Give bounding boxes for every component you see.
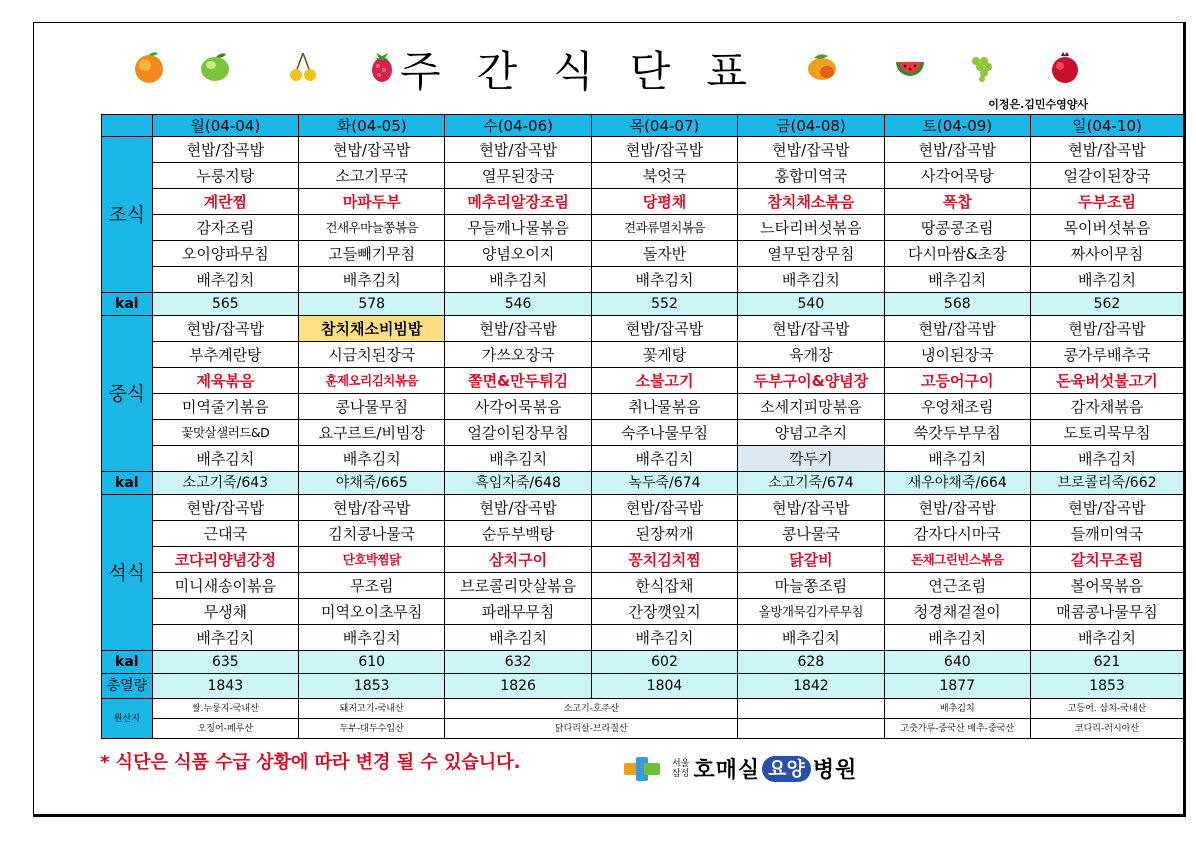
menu-item: 현밥/잡곡밥 (591, 316, 737, 342)
menu-item: 양념고추지 (738, 420, 884, 446)
menu-item: 배추김치 (884, 625, 1030, 651)
menu-item: 도토리묵무침 (1030, 420, 1183, 446)
menu-item: 감자채볶음 (1030, 394, 1183, 420)
menu-item: 배추김치 (299, 446, 445, 472)
menu-item: 코다리양념강정 (152, 547, 298, 573)
menu-item: 미니새송이볶음 (152, 573, 298, 599)
dinner-kal-row (102, 651, 1184, 674)
origin-row (102, 719, 1184, 739)
menu-item: 된장찌개 (591, 521, 737, 547)
kal-value: 야채죽/665 (299, 472, 445, 495)
menu-item: 소고기무국 (299, 163, 445, 189)
kal-label: kal (102, 293, 153, 316)
menu-item: 열무된장무침 (738, 241, 884, 267)
menu-item: 갈치무조림 (1030, 547, 1183, 573)
kal-value: 610 (299, 651, 445, 674)
page-title (400, 44, 783, 94)
menu-item: 사각어묵볶음 (445, 394, 591, 420)
origin-item (738, 719, 884, 739)
corner-cell (102, 115, 153, 137)
kal-value: 552 (591, 293, 737, 316)
menu-item: 오이양파무침 (152, 241, 298, 267)
menu-item: 현밥/잡곡밥 (445, 495, 591, 521)
menu-item: 배추김치 (152, 625, 298, 651)
menu-item: 깍두기 (738, 446, 884, 472)
menu-item: 우엉채조림 (884, 394, 1030, 420)
menu-item: 부추계란탕 (152, 342, 298, 368)
lunch-row (102, 394, 1184, 420)
menu-item: 현밥/잡곡밥 (445, 137, 591, 163)
lunch-row (102, 446, 1184, 472)
day-header: 월(04-04) (152, 115, 298, 137)
kal-value: 540 (738, 293, 884, 316)
dinner-label: 석식 (102, 495, 153, 651)
menu-item: 쑥갓두부무침 (884, 420, 1030, 446)
menu-item: 돈채그린빈스볶음 (884, 547, 1030, 573)
kal-value: 578 (299, 293, 445, 316)
menu-item: 요구르트/비빔장 (299, 420, 445, 446)
menu-item: 현밥/잡곡밥 (299, 137, 445, 163)
menu-item: 소불고기 (591, 368, 737, 394)
menu-item: 얼갈이된장국 (1030, 163, 1183, 189)
hospital-logo (622, 753, 857, 784)
menu-item: 현밥/잡곡밥 (152, 137, 298, 163)
menu-item: 제육볶음 (152, 368, 298, 394)
menu-item: 소세지피망볶음 (738, 394, 884, 420)
dinner-row (102, 521, 1184, 547)
menu-item: 계란찜 (152, 189, 298, 215)
total-value: 1842 (738, 674, 884, 699)
menu-item: 고들빼기무침 (299, 241, 445, 267)
dinner-row (102, 625, 1184, 651)
lunch-kal-row (102, 472, 1184, 495)
kal-label: kal (102, 651, 153, 674)
menu-item: 목이버섯볶음 (1030, 215, 1183, 241)
lunch-label: 중식 (102, 316, 153, 472)
origin-item: 소고기-호주산 (445, 699, 738, 719)
menu-item: 브로콜리맛살볶음 (445, 573, 591, 599)
menu-item: 당평채 (591, 189, 737, 215)
menu-item: 무들깨나물볶음 (445, 215, 591, 241)
kal-value: 568 (884, 293, 1030, 316)
kal-value: 628 (738, 651, 884, 674)
hospital-cross-icon (622, 755, 668, 783)
menu-item: 현밥/잡곡밥 (445, 316, 591, 342)
menu-item: 현밥/잡곡밥 (738, 137, 884, 163)
total-value: 1843 (152, 674, 298, 699)
origin-item (738, 699, 884, 719)
day-header: 화(04-05) (299, 115, 445, 137)
menu-item: 땅콩콩조림 (884, 215, 1030, 241)
menu-item: 감자조림 (152, 215, 298, 241)
menu-item: 배추김치 (445, 625, 591, 651)
kal-value: 소고기죽/674 (738, 472, 884, 495)
breakfast-row (102, 267, 1184, 293)
menu-item: 참치채소볶음 (738, 189, 884, 215)
menu-item: 배추김치 (299, 267, 445, 293)
menu-item: 콩가루배추국 (1030, 342, 1183, 368)
menu-item: 청경채겉절이 (884, 599, 1030, 625)
menu-item: 짜사이무침 (1030, 241, 1183, 267)
mango-icon (805, 50, 839, 84)
menu-item: 숙주나물무침 (591, 420, 737, 446)
menu-item: 현밥/잡곡밥 (884, 495, 1030, 521)
origin-item: 쌀.누룽지-국내산 (152, 699, 298, 719)
kal-value: 546 (445, 293, 591, 316)
menu-item: 배추김치 (152, 267, 298, 293)
menu-item: 배추김치 (591, 446, 737, 472)
menu-item: 배추김치 (591, 267, 737, 293)
menu-item: 배추김치 (445, 267, 591, 293)
lunch-row (102, 316, 1184, 342)
title-char: 식 (553, 47, 594, 96)
origin-item: 두부-대두수입산 (299, 719, 445, 739)
menu-item: 현밥/잡곡밥 (299, 495, 445, 521)
kal-value: 565 (152, 293, 298, 316)
menu-item: 간장깻잎지 (591, 599, 737, 625)
pomegranate-icon (1048, 50, 1082, 84)
menu-item: 순두부백탕 (445, 521, 591, 547)
dinner-row (102, 495, 1184, 521)
logo-name-a: 호매실 (693, 758, 761, 783)
menu-item: 현밥/잡곡밥 (1030, 137, 1183, 163)
kal-value: 621 (1030, 651, 1183, 674)
menu-item: 현밥/잡곡밥 (152, 495, 298, 521)
origin-item: 닭다리살-브라질산 (445, 719, 738, 739)
menu-item: 미역오이초무침 (299, 599, 445, 625)
total-label: 총열량 (102, 674, 153, 699)
menu-item: 견과류멸치볶음 (591, 215, 737, 241)
menu-item: 무조림 (299, 573, 445, 599)
menu-item: 배추김치 (738, 625, 884, 651)
menu-item: 훈제오리김치볶음 (299, 368, 445, 394)
menu-item: 파래무무침 (445, 599, 591, 625)
kal-label: kal (102, 472, 153, 495)
kal-value: 635 (152, 651, 298, 674)
logo-region-bottom: 삼성 (672, 768, 690, 779)
kal-value: 640 (884, 651, 1030, 674)
title-char: 표 (706, 47, 747, 96)
total-value: 1853 (299, 674, 445, 699)
logo-region-top: 서울 (672, 758, 690, 769)
menu-item: 한식잡채 (591, 573, 737, 599)
weekly-menu-table (101, 114, 1184, 739)
menu-item: 꽁치김치찜 (591, 547, 737, 573)
menu-item: 배추김치 (1030, 625, 1183, 651)
menu-item: 배추김치 (884, 446, 1030, 472)
menu-item: 김치콩나물국 (299, 521, 445, 547)
menu-item: 가쓰오장국 (445, 342, 591, 368)
title-char: 단 (629, 47, 671, 96)
menu-item: 열무된장국 (445, 163, 591, 189)
title-char: 주 (400, 47, 441, 96)
menu-item: 배추김치 (445, 446, 591, 472)
peach-icon (132, 50, 166, 84)
menu-item: 폭찹 (884, 189, 1030, 215)
day-header: 토(04-09) (884, 115, 1030, 137)
menu-item: 현밥/잡곡밥 (738, 495, 884, 521)
kal-value: 562 (1030, 293, 1183, 316)
menu-item: 감자다시마국 (884, 521, 1030, 547)
origin-item: 오징어-페루산 (152, 719, 298, 739)
menu-item: 배추김치 (1030, 446, 1183, 472)
raspberry-icon (365, 50, 399, 84)
menu-item: 현밥/잡곡밥 (152, 316, 298, 342)
menu-item: 현밥/잡곡밥 (884, 316, 1030, 342)
menu-item: 매콤콩나물무침 (1030, 599, 1183, 625)
menu-item: 현밥/잡곡밥 (1030, 316, 1183, 342)
menu-item: 배추김치 (738, 267, 884, 293)
logo-region (672, 759, 689, 779)
lunch-row (102, 368, 1184, 394)
menu-item: 콩나물무침 (299, 394, 445, 420)
menu-item: 얼갈이된장무침 (445, 420, 591, 446)
menu-item: 단호박찜닭 (299, 547, 445, 573)
menu-item: 참치채소비빔밥 (299, 316, 445, 342)
menu-item: 연근조림 (884, 573, 1030, 599)
cherries-icon (286, 50, 320, 84)
grapes-icon (965, 50, 999, 84)
kal-value: 녹두죽/674 (591, 472, 737, 495)
menu-item: 배추김치 (1030, 267, 1183, 293)
dinner-row (102, 573, 1184, 599)
dinner-row (102, 599, 1184, 625)
menu-item: 현밥/잡곡밥 (1030, 495, 1183, 521)
origin-item: 돼지고기-국내산 (299, 699, 445, 719)
menu-item: 느타리버섯볶음 (738, 215, 884, 241)
menu-item: 시금치된장국 (299, 342, 445, 368)
menu-item: 돈육버섯불고기 (1030, 368, 1183, 394)
kal-value: 흑임자죽/648 (445, 472, 591, 495)
menu-item: 북엇국 (591, 163, 737, 189)
menu-item: 배추김치 (591, 625, 737, 651)
menu-item: 쫄면&만두튀김 (445, 368, 591, 394)
total-row (102, 674, 1184, 699)
watermelon-icon (893, 50, 927, 84)
menu-item: 꽃게탕 (591, 342, 737, 368)
logo-name-pill: 요양 (762, 756, 811, 782)
menu-item: 닭갈비 (738, 547, 884, 573)
menu-item: 꽃맛살샐러드&D (152, 420, 298, 446)
menu-item: 육개장 (738, 342, 884, 368)
menu-item: 건새우마늘쫑볶음 (299, 215, 445, 241)
menu-item: 현밥/잡곡밥 (738, 316, 884, 342)
menu-item: 사각어묵탕 (884, 163, 1030, 189)
kal-value: 602 (591, 651, 737, 674)
menu-item: 양념오이지 (445, 241, 591, 267)
title-char: 간 (476, 47, 518, 96)
menu-item: 마파두부 (299, 189, 445, 215)
day-header: 목(04-07) (591, 115, 737, 137)
total-value: 1804 (591, 674, 737, 699)
menu-item: 배추김치 (152, 446, 298, 472)
menu-item: 배추김치 (299, 625, 445, 651)
dinner-row (102, 547, 1184, 573)
day-header-row (102, 115, 1184, 137)
breakfast-row (102, 137, 1184, 163)
menu-item: 콩나물국 (738, 521, 884, 547)
menu-item: 현밥/잡곡밥 (591, 495, 737, 521)
menu-item: 볼어묵볶음 (1030, 573, 1183, 599)
origin-item: 고춧가루-중국산 배추-중국산 (884, 719, 1030, 739)
breakfast-kal-row (102, 293, 1184, 316)
menu-item: 삼치구이 (445, 547, 591, 573)
breakfast-row (102, 163, 1184, 189)
origin-label: 원산지 (102, 699, 153, 739)
origin-item: 고등어. 삼치-국내산 (1030, 699, 1183, 719)
menu-item: 고등어구이 (884, 368, 1030, 394)
menu-item: 누룽지탕 (152, 163, 298, 189)
menu-item: 미역줄기볶음 (152, 394, 298, 420)
menu-item: 취나물볶음 (591, 394, 737, 420)
total-value: 1853 (1030, 674, 1183, 699)
menu-item: 현밥/잡곡밥 (591, 137, 737, 163)
kal-value: 새우야채죽/664 (884, 472, 1030, 495)
menu-item: 두부구이&양념장 (738, 368, 884, 394)
breakfast-row (102, 215, 1184, 241)
logo-name-b: 병원 (812, 758, 858, 783)
menu-item: 메추리알장조림 (445, 189, 591, 215)
menu-item: 현밥/잡곡밥 (884, 137, 1030, 163)
day-header: 일(04-10) (1030, 115, 1183, 137)
breakfast-row (102, 241, 1184, 267)
lunch-row (102, 342, 1184, 368)
lunch-row (102, 420, 1184, 446)
menu-item: 들깨미역국 (1030, 521, 1183, 547)
lime-icon (198, 50, 232, 84)
menu-item: 홍합미역국 (738, 163, 884, 189)
menu-item: 돌자반 (591, 241, 737, 267)
origin-item: 배추김치 (884, 699, 1030, 719)
total-value: 1826 (445, 674, 591, 699)
menu-item: 무생채 (152, 599, 298, 625)
menu-item: 다시마쌈&초장 (884, 241, 1030, 267)
breakfast-label: 조식 (102, 137, 153, 293)
day-header: 수(04-06) (445, 115, 591, 137)
menu-item: 마늘쫑조림 (738, 573, 884, 599)
menu-item: 배추김치 (884, 267, 1030, 293)
total-value: 1877 (884, 674, 1030, 699)
menu-item: 냉이된장국 (884, 342, 1030, 368)
origin-row (102, 699, 1184, 719)
menu-item: 두부조림 (1030, 189, 1183, 215)
breakfast-row (102, 189, 1184, 215)
day-header: 금(04-08) (738, 115, 884, 137)
change-notice: * 식단은 식품 수급 상황에 따라 변경 될 수 있습니다. (100, 752, 521, 773)
origin-item: 코다리-러시아산 (1030, 719, 1183, 739)
kal-value: 소고기죽/643 (152, 472, 298, 495)
menu-item: 올방개묵김가루무침 (738, 599, 884, 625)
kal-value: 브로콜리죽/662 (1030, 472, 1183, 495)
dietitian-credit: 이정은.김민수영양사 (988, 98, 1088, 111)
menu-item: 근대국 (152, 521, 298, 547)
kal-value: 632 (445, 651, 591, 674)
